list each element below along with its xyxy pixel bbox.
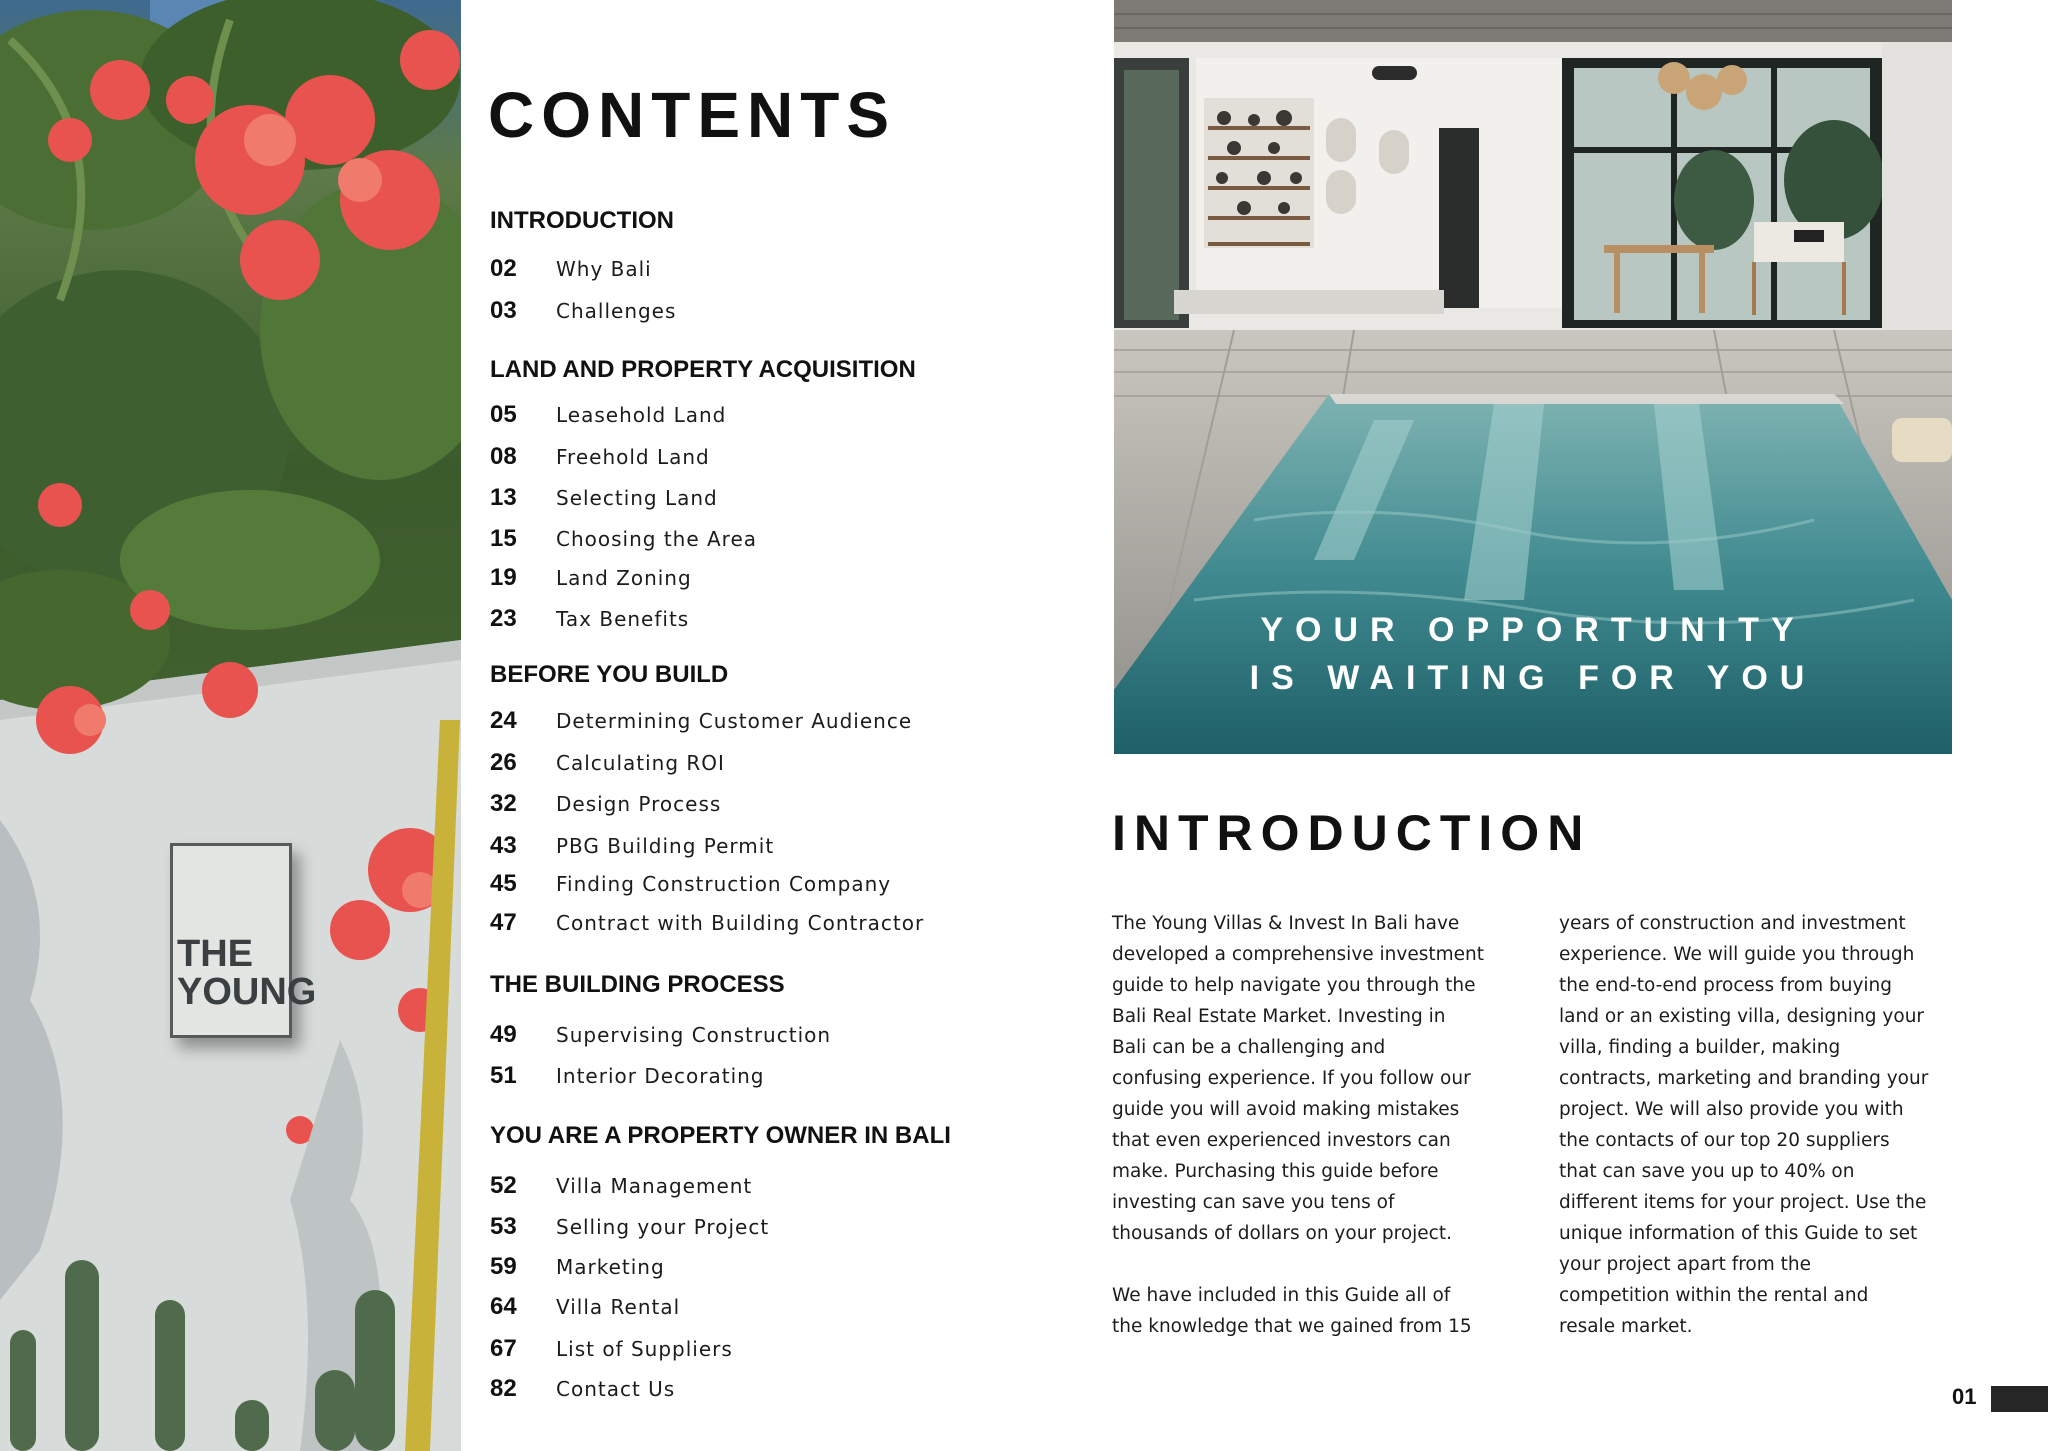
toc-item-label: Interior Decorating <box>556 1064 765 1088</box>
toc-item[interactable] <box>490 296 676 326</box>
bougainvillea-illustration <box>0 0 461 1451</box>
toc-item-label: Freehold Land <box>556 445 710 469</box>
toc-section-heading: THE BUILDING PROCESS <box>490 971 785 998</box>
villa-pool-photo <box>1114 0 1952 754</box>
introduction-paragraph-col-2: years of construction and investment experience. We will guide you through the end-to-end process from buying land or an existing villa, designing your villa, finding a builder, making contracts, marketing and branding your project. We will also provide you with the contacts of our top 20 suppliers that can save you up to 40% on different items for your project. Use the unique information of this Guide to set your project apart from the competition within the rental and resale market. <box>1559 913 1929 1337</box>
introduction-paragraph-col-1: The Young Villas & Invest In Bali have developed a comprehensive investment guide to help navigate you through the Bali Real Estate Market. Investing in Bali can be a challenging and confusing experience. If you follow our guide you will avoid making mistakes that even experienced investors can make. Purchasing this guide before investing can save you tens of thousands of dollars on your project. We have included in this Guide all of the knowledge that we gained from 15 <box>1112 913 1485 1337</box>
toc-item-label: Contact Us <box>556 1377 676 1401</box>
toc-page-number: 82 <box>490 1375 517 1402</box>
toc-section-heading: BEFORE YOU BUILD <box>490 661 729 688</box>
toc-item-label: Supervising Construction <box>556 1023 832 1047</box>
toc-item-label: Leasehold Land <box>556 403 727 427</box>
toc-item-label: Tax Benefits <box>556 607 690 631</box>
introduction-title: INTRODUCTION <box>1112 805 1592 861</box>
toc-item-label: Why Bali <box>556 257 652 281</box>
toc-page-number: 32 <box>490 790 517 817</box>
pool-caption: YOUR OPPORTUNITY IS WAITING FOR YOU <box>1249 611 1817 697</box>
toc-item[interactable] <box>490 254 652 284</box>
toc-item-label: Selling your Project <box>556 1215 770 1239</box>
toc-page-number: 08 <box>490 443 517 470</box>
toc-section-heading: YOU ARE A PROPERTY OWNER IN BALI <box>490 1122 951 1149</box>
toc-page-number: 24 <box>490 707 517 734</box>
toc-page-number: 52 <box>490 1172 517 1199</box>
toc-item[interactable] <box>490 1334 733 1364</box>
toc-item[interactable] <box>490 1061 765 1091</box>
toc-page-number: 03 <box>490 297 517 324</box>
toc-page-number: 45 <box>490 870 517 897</box>
toc-page-number: 13 <box>490 484 517 511</box>
toc-item[interactable] <box>490 1020 831 1050</box>
toc-item-label: Finding Construction Company <box>556 872 892 896</box>
toc-item[interactable] <box>490 908 924 938</box>
toc-page-number: 64 <box>490 1293 517 1320</box>
sign-text: THE YOUNG <box>177 933 317 1013</box>
toc-item[interactable] <box>490 1171 752 1201</box>
page-number-bar <box>1991 1386 2048 1412</box>
toc-section-heading: INTRODUCTION <box>490 207 674 234</box>
toc-item[interactable] <box>490 1212 769 1242</box>
toc-item[interactable] <box>490 831 774 861</box>
toc-item[interactable] <box>490 748 725 778</box>
toc-item-label: Design Process <box>556 792 722 816</box>
toc-item[interactable] <box>490 400 726 430</box>
toc-item[interactable] <box>490 1252 665 1282</box>
toc-item[interactable] <box>490 1374 675 1404</box>
toc-item[interactable] <box>490 1292 680 1322</box>
page-number: 01 <box>1952 1384 1977 1409</box>
toc-item-label: Choosing the Area <box>556 527 758 551</box>
toc-page-number: 19 <box>490 564 517 591</box>
toc-item-label: Land Zoning <box>556 566 692 590</box>
toc-item-label: Calculating ROI <box>556 751 725 775</box>
toc-item[interactable] <box>490 483 718 513</box>
toc-item-label: Challenges <box>556 299 677 323</box>
toc-item[interactable] <box>490 604 689 634</box>
toc-page-number: 47 <box>490 909 517 936</box>
toc-item[interactable] <box>490 524 757 554</box>
toc-item-label: Villa Rental <box>556 1295 681 1319</box>
toc-item-label: Selecting Land <box>556 486 718 510</box>
toc-section-heading: LAND AND PROPERTY ACQUISITION <box>490 356 916 383</box>
the-young-sign <box>170 843 317 1038</box>
toc-page-number: 53 <box>490 1213 517 1240</box>
toc-page-number: 51 <box>490 1062 517 1089</box>
toc-page-number: 67 <box>490 1335 517 1362</box>
contents-title: CONTENTS <box>488 79 896 151</box>
toc-item[interactable] <box>490 789 721 819</box>
toc-page-number: 15 <box>490 525 517 552</box>
toc-item-label: Villa Management <box>556 1174 753 1198</box>
toc-item[interactable] <box>490 442 710 472</box>
toc-page-number: 05 <box>490 401 517 428</box>
toc-page-number: 26 <box>490 749 517 776</box>
toc-item-label: Contract with Building Contractor <box>556 911 925 935</box>
toc-item-label: Determining Customer Audience <box>556 709 913 733</box>
toc-item-label: PBG Building Permit <box>556 834 775 858</box>
toc-page-number: 49 <box>490 1021 517 1048</box>
toc-item[interactable] <box>490 563 692 593</box>
toc-page-number: 23 <box>490 605 517 632</box>
toc-item-label: Marketing <box>556 1255 665 1279</box>
toc-page-number: 59 <box>490 1253 517 1280</box>
toc-page-number: 43 <box>490 832 517 859</box>
toc-item[interactable] <box>490 869 891 899</box>
toc-page-number: 02 <box>490 255 517 282</box>
bougainvillea-photo <box>0 0 461 1451</box>
toc-item-label: List of Suppliers <box>556 1337 733 1361</box>
toc-item[interactable] <box>490 706 912 736</box>
